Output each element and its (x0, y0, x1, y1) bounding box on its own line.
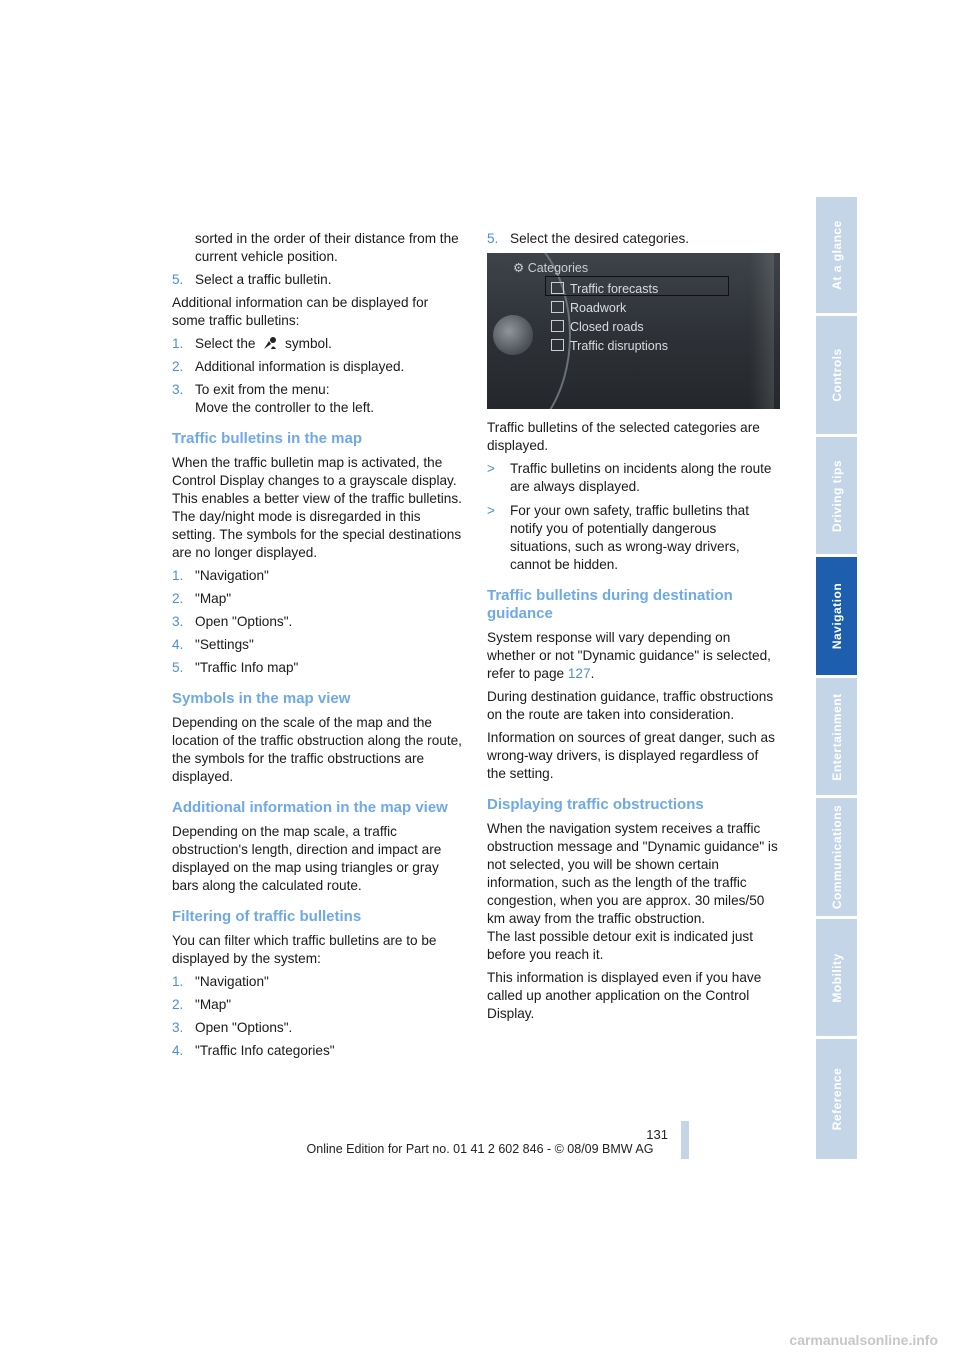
step-item: 2. Additional information is displayed. (172, 359, 405, 374)
step-item: 3. Open "Options". (172, 1020, 293, 1035)
section-body: During destination guidance, traffic obstructions on the route are taken into consideration. (487, 689, 774, 722)
controller-knob-icon (493, 315, 533, 355)
step-item: 3. Open "Options". (172, 614, 293, 629)
step-item: 4. "Traffic Info categories" (172, 1043, 335, 1058)
section-heading: Traffic bulletins during destination guidance (487, 587, 733, 622)
section-body: This information is displayed even if you have called up another application on the Control Display. (487, 970, 762, 1021)
bullet-item: > For your own safety, traffic bulletins that notify you of potentially dangerous situations, such as wrong-way drivers, cannot be hidden. (487, 503, 750, 572)
step-item: 5. Select the desired categories. (487, 231, 690, 246)
tab-driving-tips[interactable]: Driving tips (816, 437, 857, 554)
info-symbol-icon (262, 336, 278, 350)
section-body: You can filter which traffic bulletins are to be displayed by the system: (172, 933, 437, 966)
step-item: 1. Select the symbol. (172, 336, 332, 351)
footer-edition: Online Edition for Part no. 01 41 2 602 846 - © 08/09 BMW AG (306, 1142, 654, 1156)
page-reference-link[interactable]: 127 (567, 666, 591, 681)
left-column (172, 230, 465, 1065)
tab-navigation[interactable]: Navigation (816, 557, 857, 675)
tab-at-a-glance[interactable]: At a glance (816, 197, 857, 313)
section-body: Information on sources of great danger, such as wrong-way drivers, is displayed regardless of the setting. (487, 730, 775, 781)
section-heading: Traffic bulletins in the map (172, 430, 363, 447)
section-heading: Displaying traffic obstructions (487, 796, 704, 813)
checkbox-icon (551, 339, 564, 351)
section-body: When the navigation system receives a traffic obstruction message and "Dynamic guidance" is not selected, you will be shown certain information, such as the length of the traffic congestion, when you are approx. 30 miles/50 km away from the traffic obstruction. The last possible detour exit is indicated just before you reach it. (487, 821, 778, 962)
step-item: 1. "Navigation" (172, 974, 269, 989)
step-item: 2. "Map" (172, 591, 232, 606)
step-item: 5. Select a traffic bulletin. (172, 272, 332, 287)
section-heading: Filtering of traffic bulletins (172, 908, 362, 925)
section-heading: Symbols in the map view (172, 690, 351, 707)
screen-header: ⚙ Categories (513, 261, 589, 275)
tab-controls[interactable]: Controls (816, 316, 857, 434)
section-body: System response will vary depending on whether or not "Dynamic guidance" is selected, refer to page 127. (487, 630, 771, 681)
step-item: 5. "Traffic Info map" (172, 660, 299, 675)
chapter-sidebar (816, 197, 857, 1159)
tab-entertainment[interactable]: Entertainment (816, 678, 857, 795)
bullet-item: > Traffic bulletins on incidents along the route are always displayed. (487, 461, 772, 494)
checkbox-icon (551, 282, 564, 294)
after-screen-text: Traffic bulletins of the selected categories are displayed. (487, 420, 760, 453)
category-item: Roadwork (551, 299, 626, 317)
step-item: 2. "Map" (172, 997, 232, 1012)
step-item: 4. "Settings" (172, 637, 254, 652)
step-item: 3. To exit from the menu: Move the controller to the left. (172, 382, 375, 415)
category-item: Traffic disruptions (551, 337, 668, 355)
control-display-screenshot (487, 253, 780, 409)
watermark-text: carmanualsonline.info (789, 1332, 938, 1348)
page-number: 131 (646, 1127, 668, 1142)
category-item: Closed roads (551, 318, 644, 336)
checkbox-icon (551, 301, 564, 313)
right-column (487, 230, 780, 1028)
section-body: When the traffic bulletin map is activated, the Control Display changes to a grayscale display. This enables a better view of the traffic bulletins. The day/night mode is disregarded in this setting. The symbols for the special destinations are no longer displayed. (172, 455, 462, 560)
section-heading: Additional information in the map view (172, 799, 448, 816)
category-item: Traffic forecasts (551, 280, 658, 298)
section-body: Depending on the scale of the map and the location of the traffic obstruction along the route, the symbols for the traffic obstructions are displayed. (172, 715, 462, 784)
tab-mobility[interactable]: Mobility (816, 919, 857, 1036)
additional-info-intro: Additional information can be displayed for some traffic bulletins: (172, 295, 429, 328)
section-body: Depending on the map scale, a traffic obstruction's length, direction and impact are displayed on the map using triangles or gray bars along the calculated route. (172, 824, 442, 893)
intro-continuation: sorted in the order of their distance from the current vehicle position. (195, 231, 459, 264)
tab-communications[interactable]: Communications (816, 798, 857, 916)
tab-reference[interactable]: Reference (816, 1039, 857, 1159)
checkbox-icon (551, 320, 564, 332)
step-item: 1. "Navigation" (172, 568, 269, 583)
